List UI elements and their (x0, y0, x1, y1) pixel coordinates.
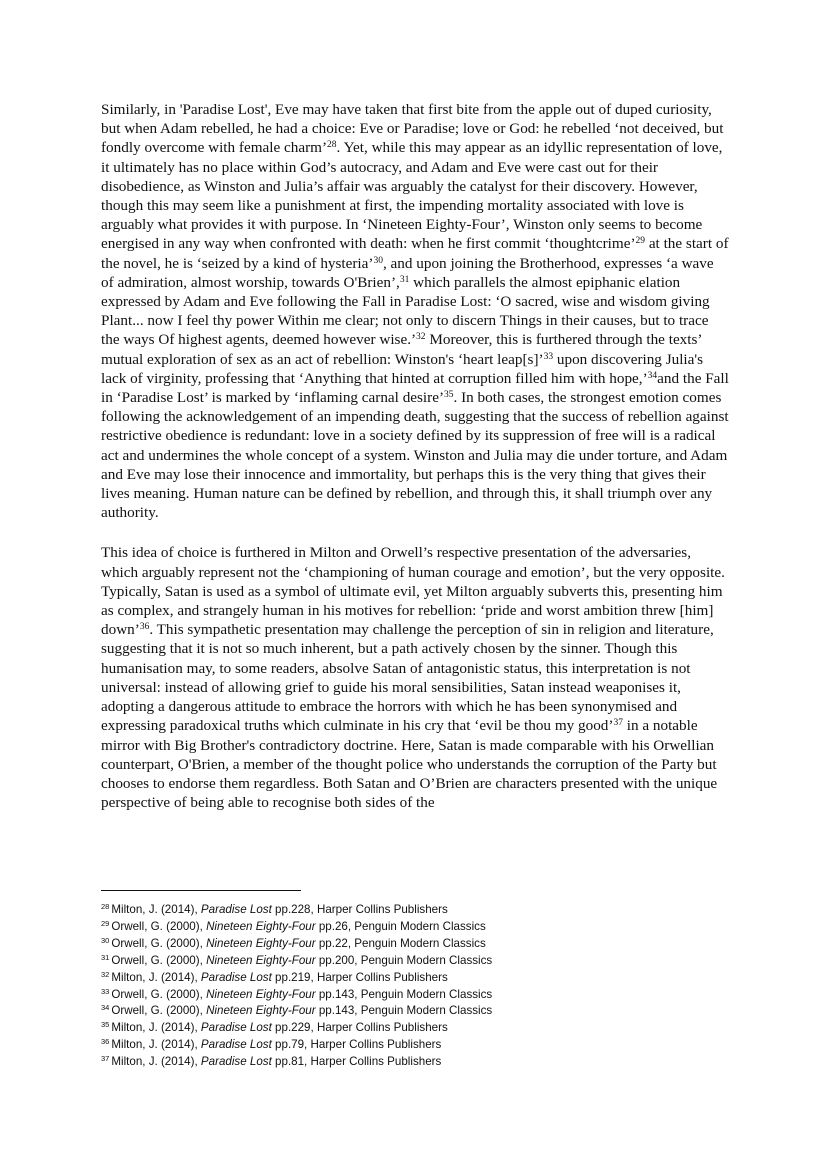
footnote-title: Nineteen Eighty-Four (206, 953, 316, 967)
footnote-number: 32 (101, 969, 110, 979)
footnote-number: 31 (101, 952, 110, 962)
footnote-item (101, 987, 741, 1004)
footnote-title: Nineteen Eighty-Four (206, 987, 316, 1001)
footnote-details: pp.229, Harper Collins Publishers (271, 1021, 448, 1035)
footnote-details: pp.200, Penguin Modern Classics (315, 953, 493, 967)
text-run: . In both cases, the strongest emotion comes following the acknowledgement of an impending death, suggesting that the success of rebellion against restrictive obedience is redundant: love in a society defined by its suppression of free will is a radical act and undermines the whole concept of a system. Winston and Julia may die under torture, and Adam and Eve may lose their innocence and immortality, but perhaps this is the very thing that gives their lives meaning. Human nature can be defined by rebellion, and through this, it shall triumph over any authority. (101, 389, 729, 522)
footnote-item (101, 1054, 741, 1071)
text-run: Similarly, in 'Paradise Lost', Eve may have taken that first bite from the apple out of duped curiosity, but when Adam rebelled, he had a choice: Eve or Paradise; love or God: he rebelled ‘not deceived, but fondly overcome with female charm’ (101, 101, 724, 157)
footnote-number: 35 (101, 1020, 110, 1030)
footnote-author: Milton, J. (2014), (111, 970, 201, 984)
footnote-reference: 31 (399, 274, 410, 285)
footnote-number: 36 (101, 1037, 110, 1047)
footnote-details: pp.81, Harper Collins Publishers (271, 1055, 442, 1069)
footnote-number: 37 (101, 1054, 110, 1064)
footnote-number: 28 (101, 902, 110, 911)
text-run: in a notable mirror with Big Brother's contradictory doctrine. Here, Satan is made comparable with his Orwellian counterpart, O'Brien, a member of the thought police who understands the corruption of the Party but chooses to endorse them regardless. Both Satan and O’Brien are characters presented with the unique perspective of being able to recognise both sides of the (101, 717, 718, 812)
footnote-reference: 37 (613, 718, 623, 729)
footnote-item (101, 1003, 741, 1020)
footnote-author: Milton, J. (2014), (111, 1021, 201, 1035)
text-run: upon discovering Julia's lack of virginity, professing that ‘Anything that hinted at corruption filled him with hope,’ (101, 350, 704, 387)
text-run: which parallels the almost epiphanic elation expressed by Adam and Eve following the Fall in Paradise Lost: ‘O sacred, wise and wisdom giving Plant... now I feel thy power Within me clear; not only to discern Things in their causes, but to trace the ways Of highest agents, deemed however wise.’ (101, 273, 710, 349)
text-run: and the Fall in ‘Paradise Lost’ is marked by ‘inflaming carnal desire’ (101, 369, 729, 407)
footnote-title: Paradise Lost (200, 1055, 272, 1069)
footnote-item (101, 936, 741, 953)
footnote-separator (101, 890, 301, 891)
footnote-author: Milton, J. (2014), (111, 1055, 201, 1069)
footnote-details: pp.22, Penguin Modern Classics (315, 936, 486, 950)
footnote-reference: 29 (635, 236, 646, 247)
footnote-reference: 36 (139, 622, 150, 633)
footnote-author: Orwell, G. (2000), (111, 936, 207, 950)
footnote-number: 33 (101, 986, 110, 996)
footnote-details: pp.219, Harper Collins Publishers (271, 970, 448, 984)
footnote-title: Paradise Lost (200, 903, 272, 916)
footnote-reference: 32 (416, 332, 426, 343)
text-run: This idea of choice is furthered in Milton and Orwell’s respective presentation of the adversaries, which arguably represent not the ‘championing of human courage and emotion’, but the very opposite. Typically, Satan is used as a symbol of ultimate evil, yet Milton arguably subverts this, presenting him as complex, and strangely human in his motives for rebellion: ‘pride and worst ambition threw [him] down’ (101, 544, 725, 639)
text-run: . This sympathetic presentation may challenge the perception of sin in religion and literature, suggesting that it is not so much inherent, but a path actively chosen by the sinner. Though this humanisation may, to some readers, absolve Satan of antagonistic status, this interpretation is not universal: instead of allowing grief to guide his moral sensibilities, Satan instead weaponises it, adopting a dangerous attitude to embrace the horrors with which he has been synonymised and expressing paradoxical truths which culminate in his cry that ‘evil be thou my good’ (101, 621, 714, 735)
footnote-author: Orwell, G. (2000), (111, 987, 207, 1001)
footnote-title: Paradise Lost (200, 970, 272, 984)
footnote-author: Orwell, G. (2000), (111, 919, 207, 933)
footnote-item (101, 902, 741, 919)
footnote-author: Milton, J. (2014), (111, 903, 201, 916)
footnote-item (101, 919, 741, 936)
footnotes-section (101, 902, 741, 1071)
footnote-title: Paradise Lost (200, 1021, 272, 1035)
footnote-details: pp.143, Penguin Modern Classics (315, 1004, 493, 1018)
footnote-reference: 33 (543, 351, 554, 362)
text-run: Moreover, this is furthered through the texts’ mutual exploration of sex as an act of rebellion: Winston's ‘heart leap[s]’ (101, 331, 702, 368)
footnote-details: pp.26, Penguin Modern Classics (315, 919, 486, 933)
footnote-title: Nineteen Eighty-Four (206, 936, 316, 950)
footnote-title: Nineteen Eighty-Four (206, 919, 316, 933)
footnote-details: pp.143, Penguin Modern Classics (315, 987, 493, 1001)
footnote-number: 30 (101, 935, 110, 945)
footnote-item (101, 970, 741, 987)
footnote-author: Orwell, G. (2000), (111, 953, 207, 967)
essay-paragraph (101, 100, 729, 522)
essay-body (101, 100, 729, 812)
text-run: , and upon joining the Brotherhood, expresses ‘a wave of admiration, almost worship, towards O'Brien’, (101, 254, 714, 291)
footnote-number: 34 (101, 1003, 110, 1013)
text-run: . Yet, while this may appear as an idyllic representation of love, it ultimately has no place within God’s autocracy, and Adam and Eve were cast out for their disobedience, as Winston and Julia’s affair was arguably the catalyst for their discovery. However, though this may seem like a punishment at first, the impending mortality associated with love is arguably what provides it with purpose. In ‘Nineteen Eighty-Four’, Winston only seems to become energised in any way when confronted with death: when he first commit ‘thoughtcrime’ (101, 139, 723, 253)
footnote-reference: 34 (647, 370, 658, 381)
footnote-details: pp.79, Harper Collins Publishers (271, 1038, 442, 1052)
footnote-details: pp.228, Harper Collins Publishers (271, 903, 448, 916)
footnote-item (101, 1037, 741, 1054)
footnote-reference: 28 (327, 140, 337, 151)
footnote-item (101, 1020, 741, 1037)
essay-paragraph (101, 543, 729, 812)
footnote-author: Orwell, G. (2000), (111, 1004, 207, 1018)
footnote-reference: 30 (373, 255, 383, 266)
footnote-number: 29 (101, 918, 110, 928)
footnote-title: Nineteen Eighty-Four (206, 1004, 316, 1018)
footnote-title: Paradise Lost (200, 1038, 272, 1052)
text-run: at the start of the novel, he is ‘seized by a kind of hysteria’ (101, 235, 729, 272)
footnote-reference: 35 (444, 390, 454, 401)
footnote-author: Milton, J. (2014), (111, 1038, 201, 1052)
footnote-item (101, 953, 741, 970)
